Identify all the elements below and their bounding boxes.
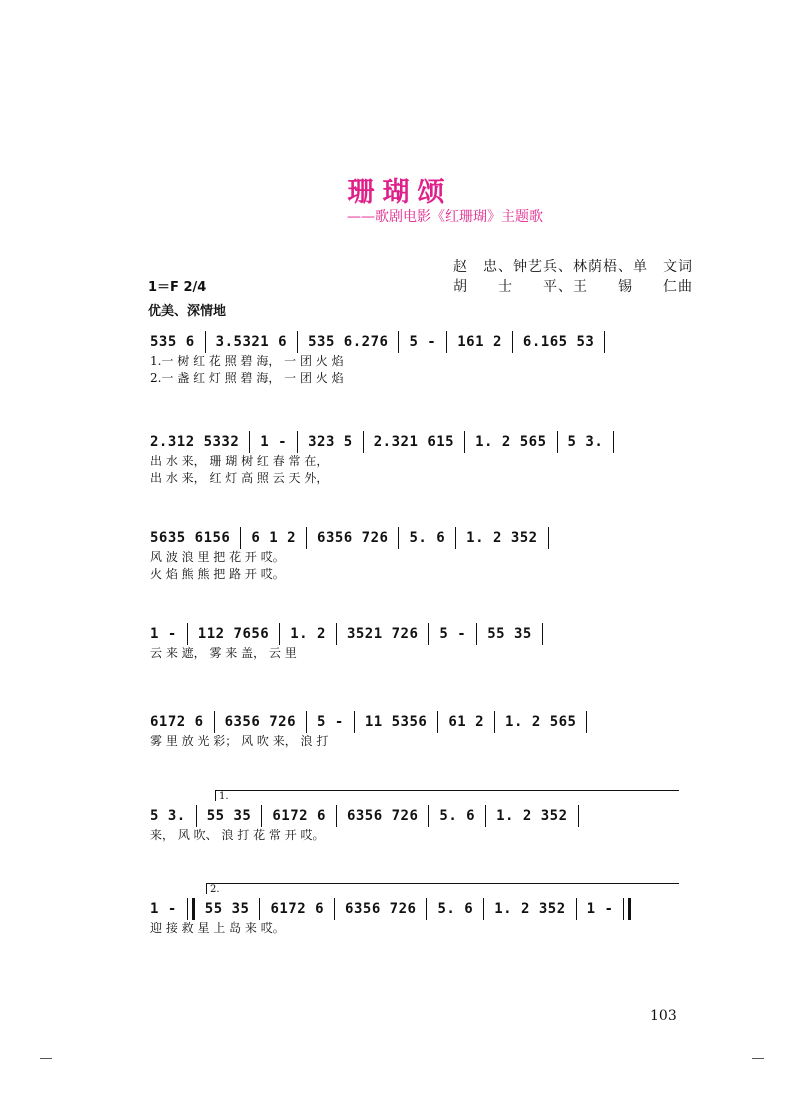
measure: 5635 6156 (150, 530, 231, 546)
measure: 5 3. (567, 434, 604, 450)
song-subtitle: ——歌剧电影《红珊瑚》主题歌 (347, 209, 543, 225)
measure: 55 35 (204, 901, 250, 917)
measure: 1. 2 565 (475, 434, 547, 450)
score-system-6 (150, 806, 675, 843)
measure: 1. 2 352 (466, 530, 538, 546)
measure: 6172 6 (270, 901, 325, 917)
measure: 1 - (150, 626, 177, 642)
measure: 3.5321 6 (215, 334, 288, 350)
tempo-marking: 优美、深情地 (148, 304, 227, 319)
measure: 6172 6 (272, 808, 326, 824)
measure: 5 - (317, 714, 344, 730)
measure: 5 - (409, 334, 437, 350)
measure: 1. 2 352 (496, 808, 568, 824)
lyrics-verse-2: 2.一 盏 红 灯 照 碧 海， 一 团 火 焰 (150, 371, 344, 385)
measure: 3521 726 (346, 626, 419, 642)
measure: 55 35 (487, 626, 532, 642)
measure: 1 - (150, 901, 177, 917)
measure: 5. 6 (409, 530, 446, 546)
song-title: 珊瑚颂 (347, 177, 453, 208)
lyrics: 来， 风 吹、 浪 打 花 常 开 哎。 (150, 828, 325, 842)
measure: 5 3. (150, 808, 186, 824)
score-system-5 (150, 712, 675, 749)
lyrics: 迎 接 救 星 上 岛 来 哎。 (150, 921, 285, 935)
score-system-7 (150, 899, 675, 936)
measure: 61 2 (448, 714, 485, 730)
measure: 1. 2 352 (494, 901, 566, 917)
measure: 2.321 615 (373, 434, 455, 450)
measure: 1 - (586, 901, 614, 917)
measure: 5. 6 (437, 901, 474, 917)
lyrics-verse-1: 1.一 树 红 花 照 碧 海， 一 团 火 焰 (150, 354, 344, 368)
first-ending-bracket: 1. (215, 790, 679, 801)
lyrics-verse-2: 出 水 来， 红 灯 高 照 云 天 外， (150, 471, 329, 485)
measure: 5 - (439, 626, 467, 642)
measure: 161 2 (457, 334, 502, 350)
measure: 6356 726 (224, 714, 297, 730)
measure: 6.165 53 (522, 334, 595, 350)
key-signature: 1＝F 2/4 (148, 280, 207, 295)
lyrics: 雾 里 放 光 彩； 风 吹 来， 浪 打 (150, 734, 329, 748)
crop-mark (40, 1058, 52, 1059)
measure: 535 6 (150, 334, 195, 350)
crop-mark (752, 1058, 764, 1059)
page-number: 103 (650, 1008, 677, 1024)
lyrics-verse-1: 出 水 来， 珊 瑚 树 红 春 常 在， (150, 454, 329, 468)
measure: 6172 6 (150, 714, 204, 730)
lyrics: 云 来 遮， 雾 来 盖， 云 里 (150, 646, 297, 660)
measure: 535 6.276 (308, 334, 389, 350)
score-system-4 (150, 624, 675, 661)
score-system-3 (150, 528, 675, 582)
measure: 6356 726 (346, 808, 419, 824)
measure: 6356 726 (345, 901, 417, 917)
measure: 1 - (260, 434, 288, 450)
measure: 6 1 2 (251, 530, 297, 546)
lyrics-verse-2: 火 焰 熊 熊 把 路 开 哎。 (150, 567, 285, 581)
measure: 1. 2 565 (505, 714, 577, 730)
score-system-1 (150, 332, 675, 386)
measure: 2.312 5332 (150, 434, 240, 450)
lyricist-credit: 赵 忠、钟艺兵、林荫梧、单 文词 (453, 259, 693, 275)
measure: 6356 726 (317, 530, 389, 546)
measure: 112 7656 (197, 626, 270, 642)
measure: 55 35 (206, 808, 252, 824)
lyrics-verse-1: 风 波 浪 里 把 花 开 哎。 (150, 550, 285, 564)
second-ending-bracket: 2. (206, 883, 679, 894)
measure: 5. 6 (439, 808, 476, 824)
measure: 323 5 (308, 434, 353, 450)
measure: 1. 2 (290, 626, 326, 642)
score-system-2 (150, 432, 675, 486)
composer-credit: 胡 士 平、王 锡 仁曲 (453, 279, 693, 295)
measure: 11 5356 (364, 714, 428, 730)
